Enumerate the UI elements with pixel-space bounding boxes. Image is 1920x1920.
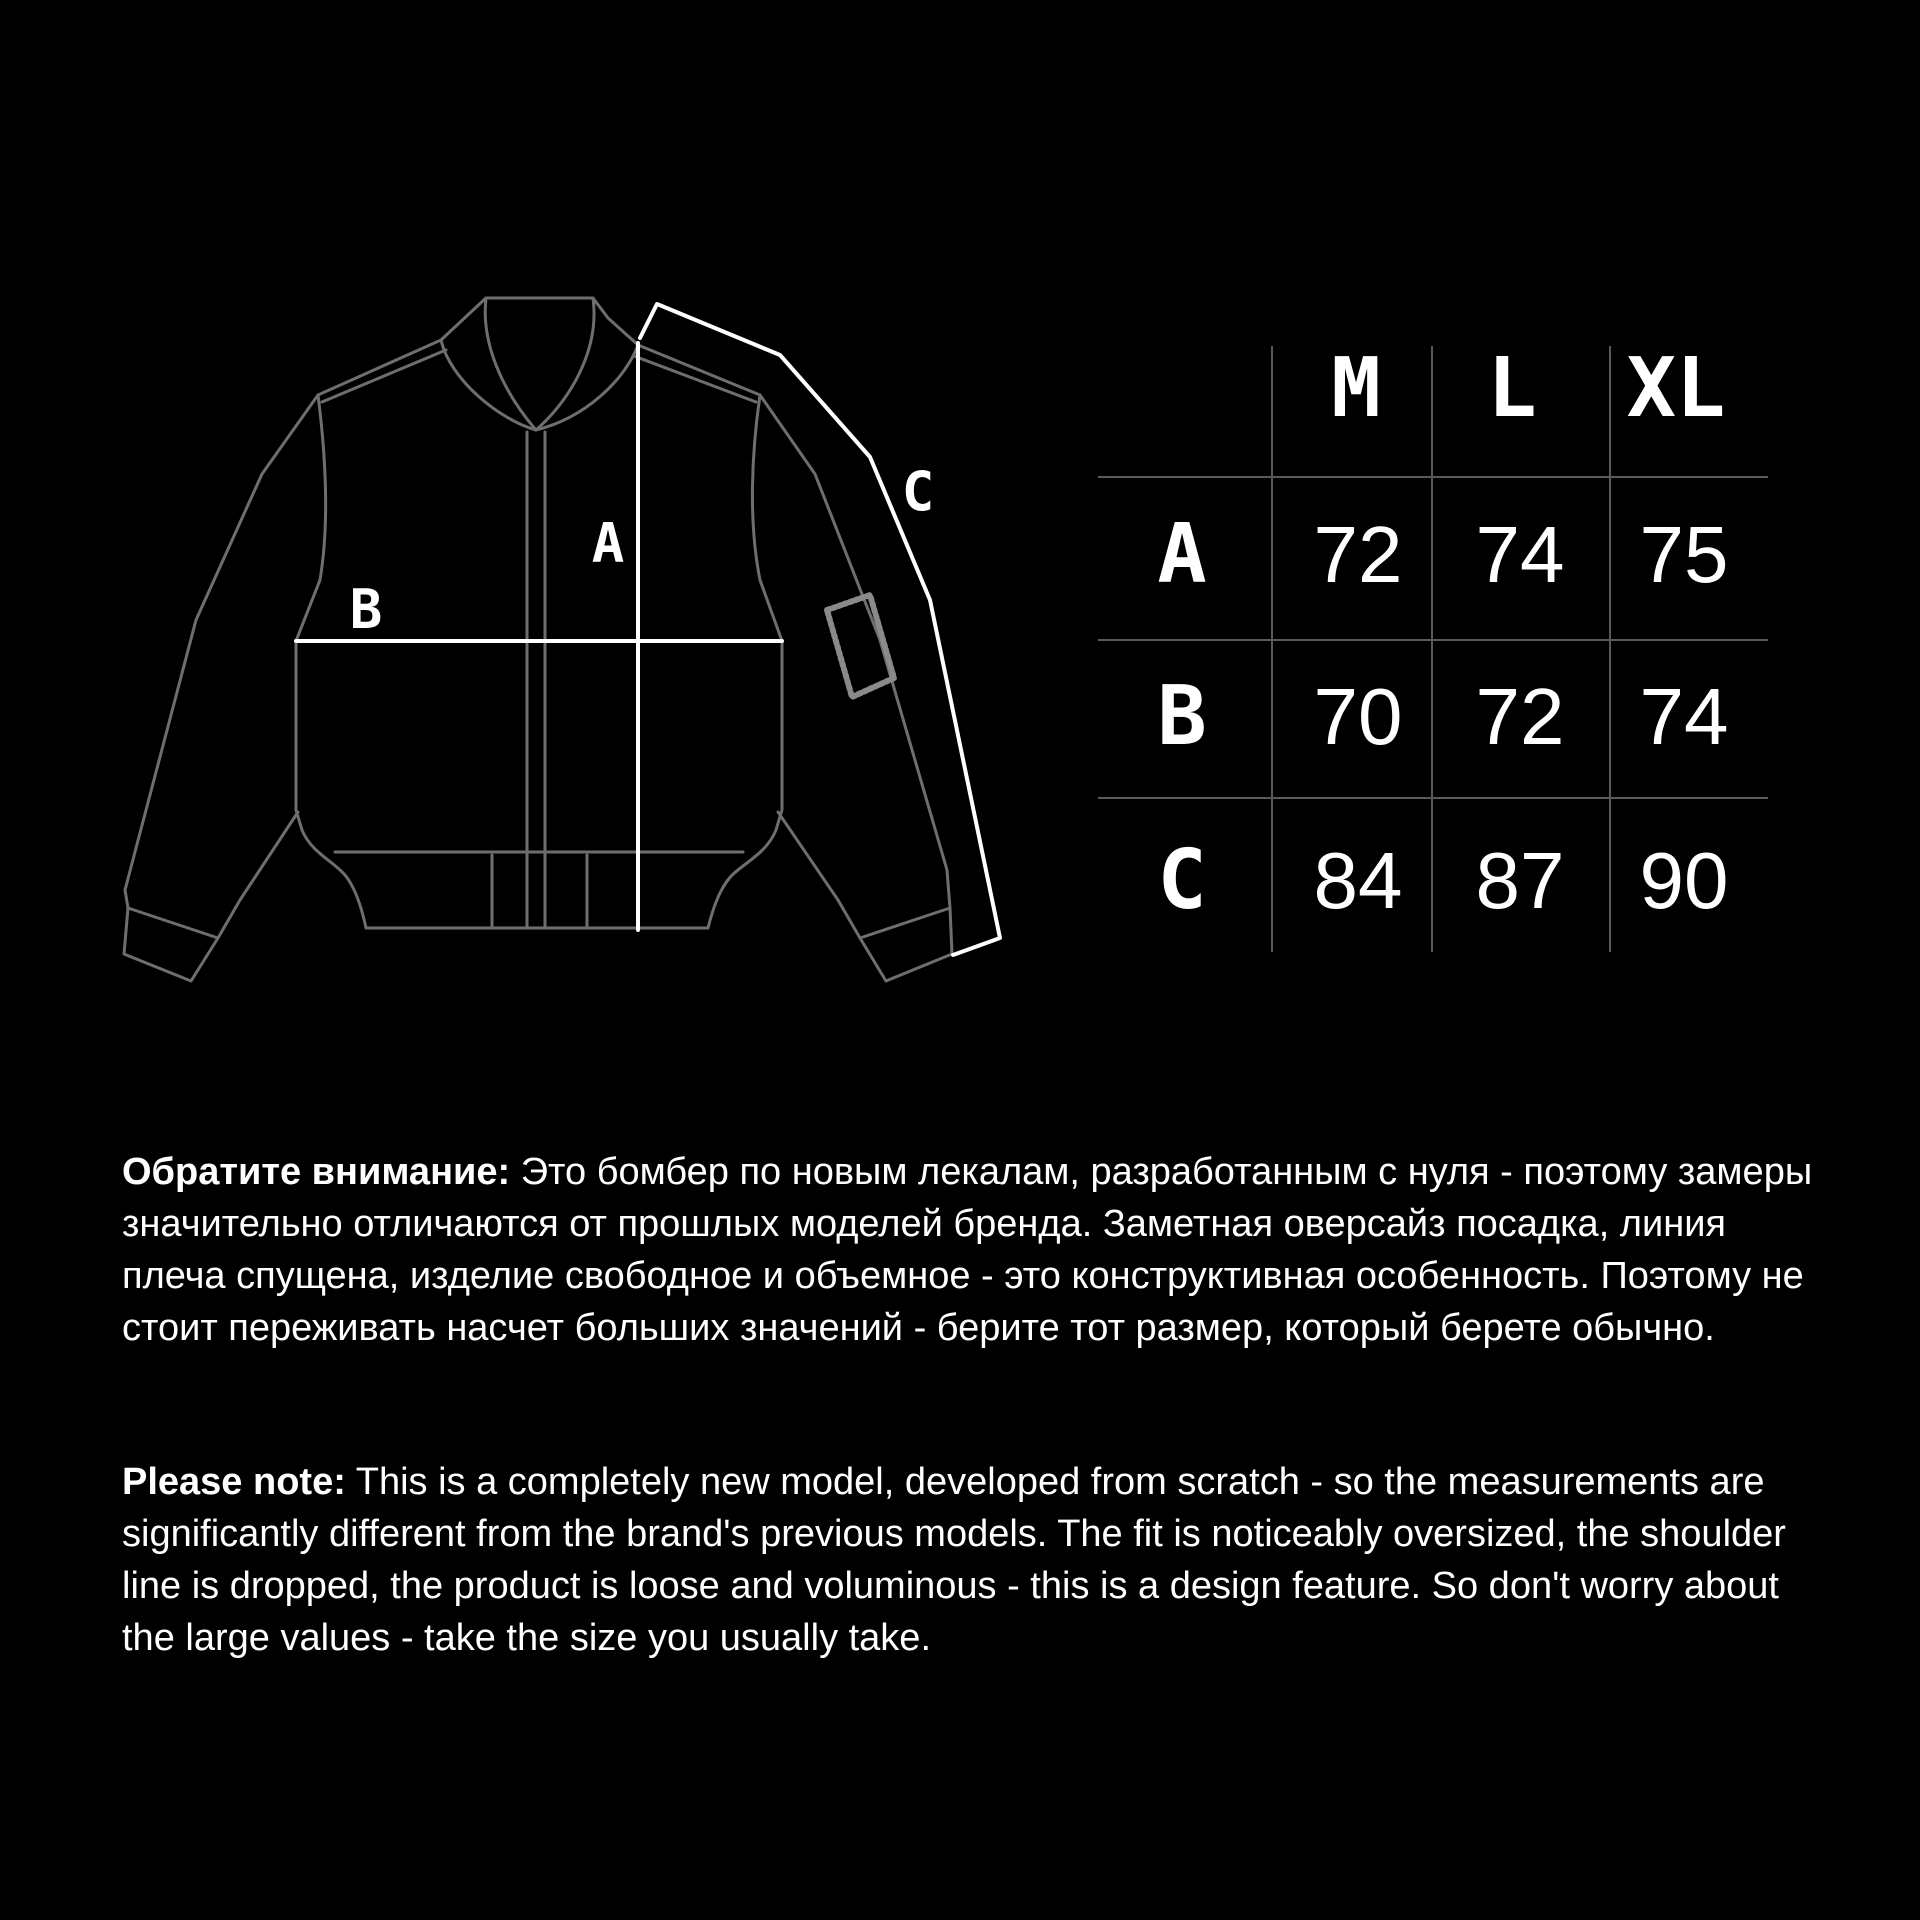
row-c-xl: 90 <box>1639 836 1729 925</box>
size-table-header <box>1331 341 1725 436</box>
row-key-a: A <box>1157 507 1207 602</box>
row-key-b: B <box>1157 669 1207 764</box>
size-table-row-b <box>1157 669 1728 764</box>
diagram-label-b: B <box>349 578 383 641</box>
row-a-m: 72 <box>1313 510 1403 599</box>
note-english-text: This is a completely new model, developed from scratch - so the measurements are significantly different from the brand's previous models. The fit is noticeably oversized, the shoulder line is dropped, the product is loose and voluminous - this is a design feature. So don't worry about the large values - take the size you usually take. <box>122 1461 1786 1659</box>
row-b-l: 72 <box>1475 672 1565 761</box>
row-b-m: 70 <box>1313 672 1403 761</box>
measurement-lines <box>296 304 1000 955</box>
note-russian <box>122 1146 1822 1354</box>
row-key-c: C <box>1157 833 1207 928</box>
size-header-m: M <box>1331 341 1381 436</box>
size-table-row-a <box>1157 507 1728 602</box>
diagram-label-c: C <box>901 460 935 523</box>
row-c-l: 87 <box>1475 836 1565 925</box>
size-header-l: L <box>1487 341 1537 436</box>
diagram-label-a: A <box>591 512 625 575</box>
note-russian-lead: Обратите внимание: <box>122 1151 511 1193</box>
note-russian-text: Это бомбер по новым лекалам, разработанным с нуля - поэтому замеры значительно отличаются от прошлых моделей бренда. Заметная оверсайз посадка, линия плеча спущена, изделие свободное и объемное - это конструктивная особенность. Поэтому не стоит переживать насчет больших значений - берите тот размер, который берете обычно. <box>122 1151 1813 1349</box>
measure-line-c <box>640 304 1000 955</box>
row-b-xl: 74 <box>1639 672 1729 761</box>
row-c-m: 84 <box>1313 836 1403 925</box>
row-a-l: 74 <box>1475 510 1565 599</box>
note-english-lead: Please note: <box>122 1461 346 1503</box>
note-english <box>122 1456 1822 1664</box>
size-header-xl: XL <box>1626 341 1726 436</box>
size-table-row-c <box>1157 833 1728 928</box>
row-a-xl: 75 <box>1639 510 1729 599</box>
